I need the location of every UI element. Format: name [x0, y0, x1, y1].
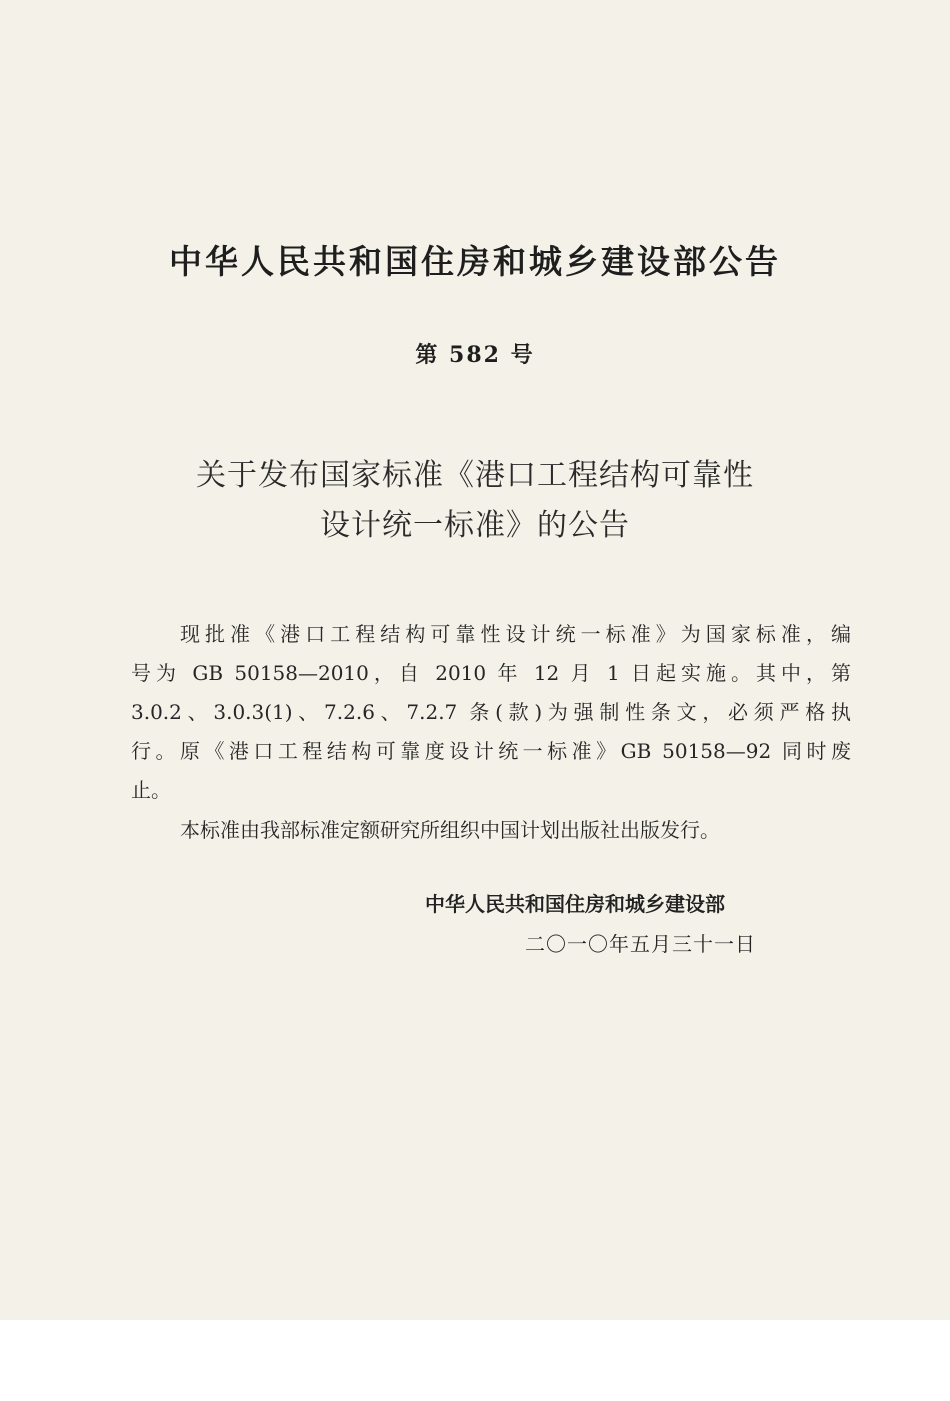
signature-date: 二〇一〇年五月三十一日	[525, 932, 756, 956]
announcement-title: 中华人民共和国住房和城乡建设部公告	[169, 242, 781, 281]
announcement-subtitle-line-2: 设计统一标准》的公告	[320, 508, 630, 543]
announcement-subtitle-line-1: 关于发布国家标准《港口工程结构可靠性	[196, 458, 754, 493]
paragraph-1-line-3: 3.0.2、3.0.3(1)、7.2.6、7.2.7 条(款)为强制性条文，必须严格执	[131, 700, 851, 724]
bottom-margin	[0, 1320, 950, 1401]
paragraph-1-line-2: 号为 GB 50158—2010，自 2010 年 12 月 1 日起实施。其中，第	[131, 661, 851, 685]
paragraph-2: 本标准由我部标准定额研究所组织中国计划出版社出版发行。	[180, 818, 720, 842]
paragraph-1-line-1: 现批准《港口工程结构可靠性设计统一标准》为国家标准，编	[180, 622, 851, 646]
signature-issuer: 中华人民共和国住房和城乡建设部	[425, 892, 725, 916]
paragraph-1-line-5: 止。	[131, 778, 171, 802]
announcement-number: 第 582 号	[415, 342, 535, 368]
paragraph-1-line-4: 行。原《港口工程结构可靠度设计统一标准》GB 50158—92 同时废	[131, 739, 851, 763]
